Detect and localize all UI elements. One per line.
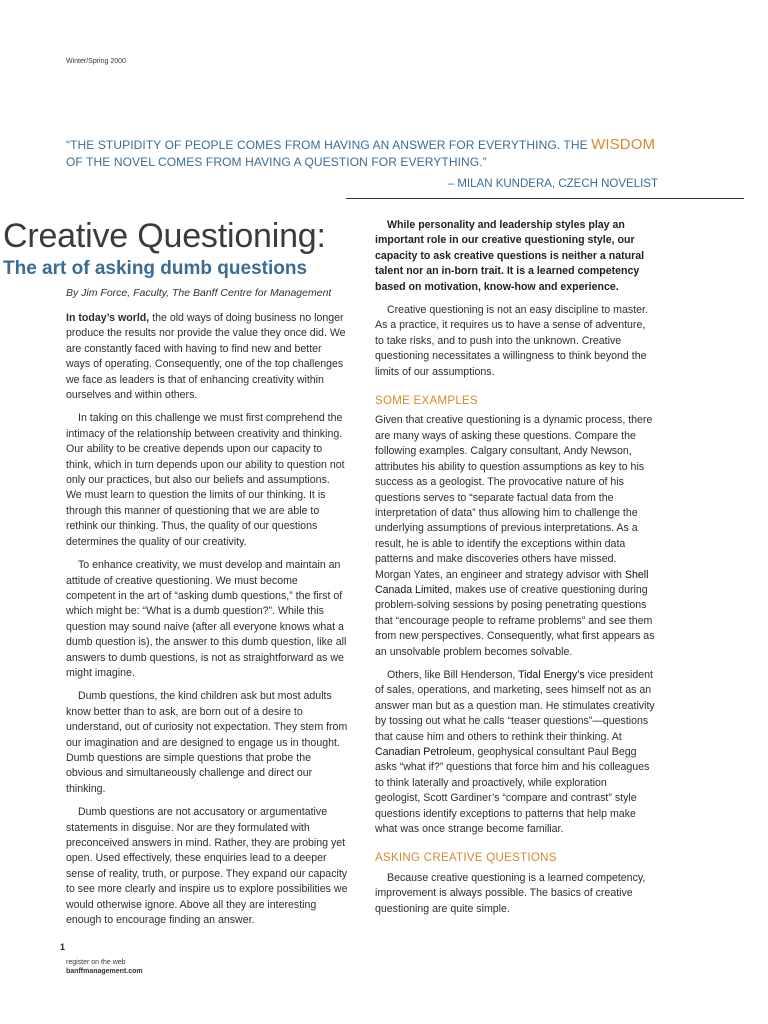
paragraph [375, 413, 655, 660]
paragraph-text: Others, like Bill Henderson, [387, 668, 519, 681]
column-left [66, 311, 348, 936]
section-heading: SOME EXAMPLES [375, 395, 478, 408]
issue-date: Winter/Spring 2000 [66, 58, 126, 65]
register-text: register on the web [66, 959, 126, 966]
paragraph: To enhance creativity, we must develop and maintain an attitude of creative questioning. We must become competent in the art of “asking dumb questions,” the first of which might be: “What is a dumb question?”. While this question may sound naive (after all everyone knows what a dumb question is), the answer to this dumb question, like all answers to dumb questions, is not as straightforward as we might imagine. [66, 559, 347, 679]
page-number: 1 [60, 942, 66, 952]
paragraph: Because creative questioning is a learned competency, improvement is always possible. The basics of creative questioning are quite simple. [375, 871, 646, 915]
company-name: Shell Canada Limited [375, 568, 649, 596]
footer-register [66, 958, 143, 976]
quote-part-2: OF THE NOVEL COMES FROM HAVING A QUESTION FOR EVERYTHING.” [66, 155, 487, 169]
divider-rule [346, 198, 744, 199]
paragraph: Dumb questions, the kind children ask but most adults know better than to ask, are born out of a desire to understand, out of curiosity not expectation. They stem from our imagination and are designed to engage us in thought. Dumb questions are simple questions that probe the obvious and simultaneously challenge and direct our thinking. [66, 690, 348, 795]
paragraph-text: , makes use of creative questioning during problem-solving sessions by posing penetrating questions that “encourage people to reframe problems” and see them from new perspectives. Consequently, what first appears as an unsolvable problem becomes solvable. [375, 583, 655, 658]
company-name: Canadian Petroleum [375, 746, 472, 758]
intro-paragraph: While personality and leadership styles play an important role in our creative questioning style, our capacity to ask creative questions is neither a natural talent nor an in-born trait. It is a learned competency based on motivation, know-how and experience. [375, 219, 645, 293]
paragraph-text: Given that creative questioning is a dynamic process, there are many ways of asking these questions. Compare the following examples. Calgary consultant, Andy Newson, attributes his ability to question assumptions as key to his success as a geologist. The provocative nature of his questions serves to “separate factual data from the interpretation of data” thus allowing him to challenge the underlying assumptions of previous interpretations. As a result, he is able to identify the exceptions within data patterns and make discoveries others have missed. Morgan Yates, an engineer and strategy advisor with [375, 414, 653, 581]
website-link[interactable]: banffmanagement.com [66, 968, 143, 975]
byline: By Jim Force, Faculty, The Banff Centre for Management [66, 287, 332, 299]
quote-attribution: – MILAN KUNDERA, CZECH NOVELIST [447, 178, 658, 190]
paragraph: Dumb questions are not accusatory or argumentative statements in disguise. Nor are they formulated with preconceived answers in mind. Rather, they are probing yet open. Used effectively, these enquiries lead to a deeper sense of reality, truth, or purpose. They expand our capacity to see more clearly and inspire us to explore possibilities we would otherwise ignore. Above all they are interesting enough to encourage finding an answer. [66, 806, 348, 927]
company-name: Tidal Energy’s [518, 668, 585, 681]
article-subtitle: The art of asking dumb questions [3, 258, 308, 279]
pull-quote [66, 136, 666, 171]
paragraph: Creative questioning is not an easy discipline to master. As a practice, it requires us to have a sense of adventure, to take risks, and to push into the unknown. Creative questioning necessitates a willingness to think beyond the limits of our assumptions. [375, 304, 648, 378]
quote-highlight: WISDOM [591, 136, 656, 153]
section-heading: ASKING CREATIVE QUESTIONS [375, 852, 557, 865]
lead-in: In today’s world, [66, 312, 150, 324]
paragraph-text: the old ways of doing business no longer produce the results nor provide the value they once did. We are constantly faced with having to find new and better ways of operating. Consequently, one of the top challenges we face as leaders is that of enhancing creativity within ourselves and within others. [66, 312, 346, 402]
quote-part-1: “THE STUPIDITY OF PEOPLE COMES FROM HAVING AN ANSWER FOR EVERYTHING. THE [66, 138, 592, 152]
paragraph-text: vice president of sales, operations, and marketing, sees himself not as an answer man but as a question man. He stimulates creativity by tossing out what he calls “teaser questions”—questions that cause him and others to rethink their thinking. At [375, 668, 655, 743]
column-right [375, 218, 655, 925]
article-title: Creative Questioning: [3, 217, 326, 255]
paragraph: In taking on this challenge we must first comprehend the intimacy of the relationship between creativity and thinking. Our ability to be creative depends upon our capacity to think, which in turn depends upon our ability to question not only our practices, but also our beliefs and assumptions. We must learn to question the limits of our thinking. It is through this manner of questioning that we are able to rethink our thinking. Thus, the quality of our questions determines the quality of our creativity. [66, 412, 345, 548]
paragraph [375, 668, 655, 837]
paragraph [66, 311, 348, 403]
paragraph-text: , geophysical consultant Paul Begg asks “what if?” questions that force him and his colleagues to think laterally and proactively, while exploration geologist, Scott Gardiner’s “compare and contrast” style questions identify exceptions to patterns that help make what was once strange become familiar. [375, 746, 650, 836]
